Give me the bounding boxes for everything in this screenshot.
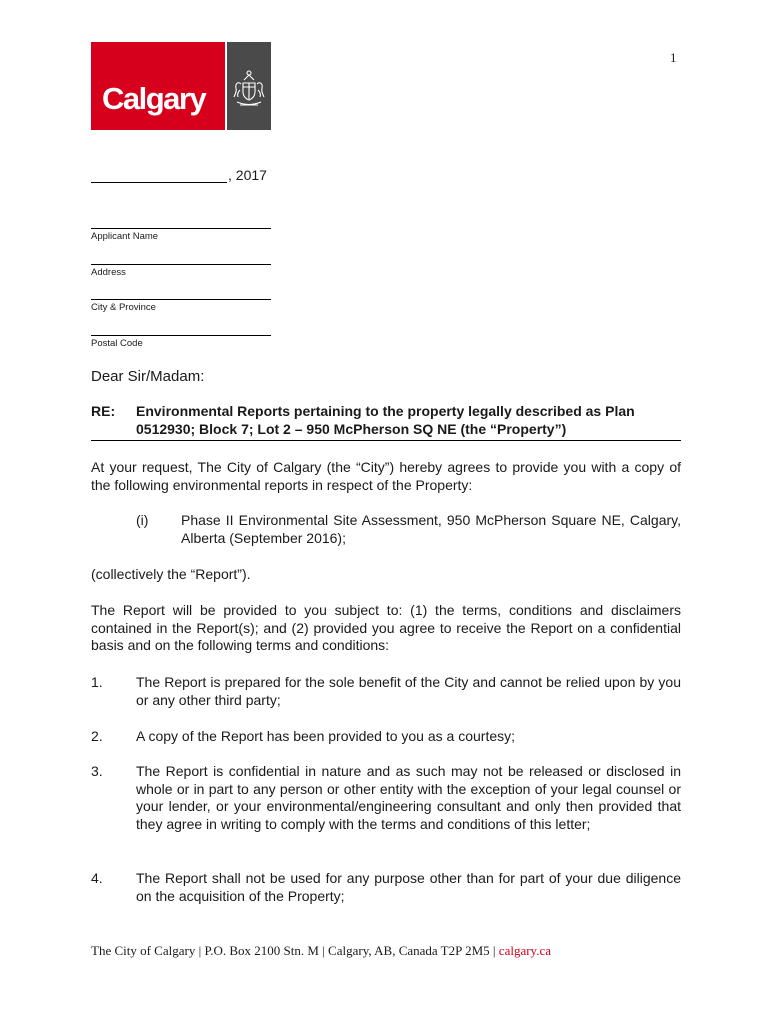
postal-code-field bbox=[91, 335, 271, 349]
date-year: , 2017 bbox=[228, 167, 267, 183]
field-label: City & Province bbox=[91, 302, 156, 313]
re-subject-line-2: 0512930; Block 7; Lot 2 – 950 McPherson SQ NE (the “Property”) bbox=[136, 420, 567, 437]
logo-crest-panel bbox=[227, 42, 271, 130]
re-divider bbox=[91, 440, 681, 441]
term-item: The Report is prepared for the sole benefit of the City and cannot be relied upon by you or any other third party; bbox=[136, 674, 681, 708]
logo-red-panel bbox=[91, 42, 225, 130]
calgary-logo bbox=[91, 42, 271, 130]
date-line bbox=[91, 167, 267, 183]
re-label: RE: bbox=[91, 403, 116, 419]
term-number: 2. bbox=[91, 728, 103, 744]
term-item: The Report is confidential in nature and as such may not be released or disclosed in whole or in part to any person or other entity with the exception of your legal counsel or your lender, or your environmental/engineering consultant and only then provided that they agree in writing to comply with the terms and conditions of this letter; bbox=[136, 763, 681, 832]
city-crest-icon bbox=[227, 42, 271, 130]
report-number: (i) bbox=[136, 512, 149, 528]
city-province-field bbox=[91, 299, 271, 313]
field-label: Postal Code bbox=[91, 338, 143, 349]
field-label: Applicant Name bbox=[91, 231, 159, 242]
report-item: Phase II Environmental Site Assessment, 950 McPherson Square NE, Calgary, Alberta (September 2016); bbox=[181, 512, 681, 546]
footer bbox=[91, 943, 551, 959]
page-number: 1 bbox=[670, 50, 677, 65]
term-item: A copy of the Report has been provided to you as a courtesy; bbox=[136, 728, 516, 744]
applicant-name-field bbox=[91, 228, 271, 242]
footer-website-link[interactable]: calgary.ca bbox=[498, 943, 551, 958]
footer-address: The City of Calgary | P.O. Box 2100 Stn. M | Calgary, AB, Canada T2P 2M5 | bbox=[91, 943, 499, 958]
term-number: 1. bbox=[91, 674, 103, 690]
re-subject-line-1: Environmental Reports pertaining to the property legally described as Plan bbox=[136, 403, 635, 419]
salutation: Dear Sir/Madam: bbox=[91, 368, 205, 385]
re-subject bbox=[136, 403, 681, 438]
term-number: 4. bbox=[91, 870, 103, 886]
date-blank bbox=[91, 169, 227, 183]
intro-paragraph: At your request, The City of Calgary (the “City”) hereby agrees to provide you with a copy of the following environmental reports in respect of the Property: bbox=[91, 459, 681, 493]
address-field bbox=[91, 264, 271, 278]
subject-to-paragraph: The Report will be provided to you subject to: (1) the terms, conditions and disclaimers contained in the Report(s); and (2) provided you agree to receive the Report on a confidential basis and on the following terms and conditions: bbox=[91, 602, 681, 653]
term-number: 3. bbox=[91, 763, 103, 779]
logo-wordmark: Calgary bbox=[102, 81, 206, 116]
collectively-paragraph: (collectively the “Report”). bbox=[91, 566, 251, 582]
term-item: The Report shall not be used for any purpose other than for part of your due diligence on the acquisition of the Property; bbox=[136, 870, 681, 904]
field-label: Address bbox=[91, 267, 126, 278]
